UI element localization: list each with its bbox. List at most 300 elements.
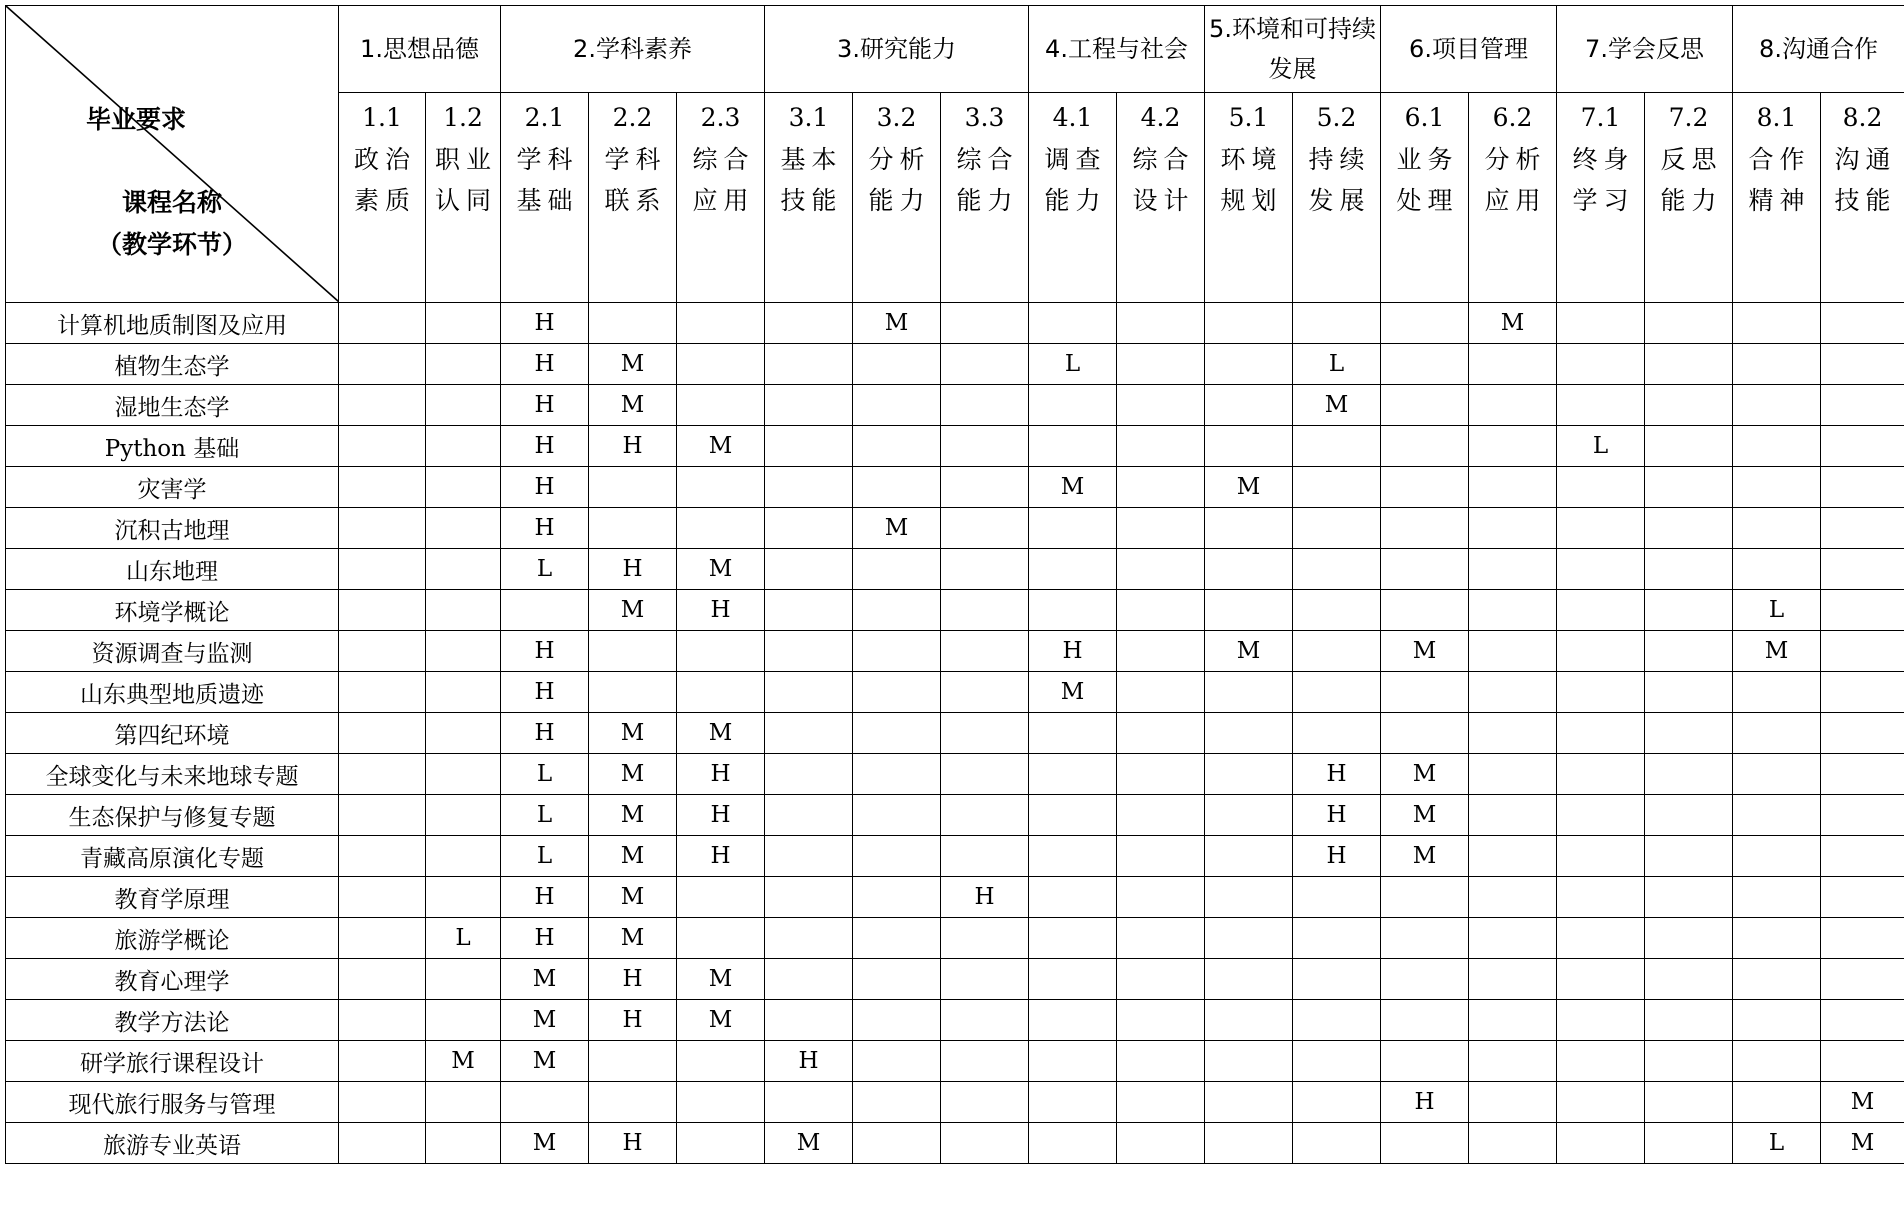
course-name-cell: 旅游专业英语: [6, 1123, 339, 1164]
support-level-cell: [1821, 631, 1904, 672]
support-level-cell: [339, 795, 426, 836]
table-row: [6, 549, 1904, 590]
support-level-cell: [339, 1000, 426, 1041]
support-level-cell: [1293, 590, 1381, 631]
support-level-cell: [1821, 713, 1904, 754]
support-level-cell: [1029, 836, 1117, 877]
support-level-cell: [1469, 877, 1557, 918]
sub-requirement-code: 1.2: [443, 103, 483, 133]
support-level-cell: [1117, 426, 1205, 467]
support-level-cell: [1293, 631, 1381, 672]
support-level-cell: [1293, 1082, 1381, 1123]
support-level-cell: [1733, 303, 1821, 344]
support-level-cell: [1733, 795, 1821, 836]
support-level-cell: [589, 508, 677, 549]
support-level-cell: M: [853, 303, 941, 344]
support-level-cell: [853, 713, 941, 754]
support-level-cell: [1381, 426, 1469, 467]
support-level-cell: [426, 508, 501, 549]
support-level-cell: [941, 508, 1029, 549]
support-level-cell: [941, 426, 1029, 467]
support-level-cell: [941, 795, 1029, 836]
support-level-cell: [677, 385, 765, 426]
support-level-cell: M: [589, 795, 677, 836]
support-level-cell: [941, 1000, 1029, 1041]
requirement-group-header: 5.环境和可持续发展: [1205, 6, 1381, 93]
support-level-cell: [339, 836, 426, 877]
support-level-cell: [1469, 1123, 1557, 1164]
header-corner-cell: [6, 6, 339, 303]
support-level-cell: [1469, 836, 1557, 877]
support-level-cell: [426, 1082, 501, 1123]
support-level-cell: L: [501, 754, 589, 795]
support-level-cell: [1029, 549, 1117, 590]
support-level-cell: [853, 549, 941, 590]
support-level-cell: M: [501, 959, 589, 1000]
support-level-cell: H: [501, 385, 589, 426]
course-name-cell: 湿地生态学: [6, 385, 339, 426]
support-level-cell: [1645, 631, 1733, 672]
support-level-cell: H: [941, 877, 1029, 918]
support-level-cell: M: [1381, 836, 1469, 877]
support-level-cell: [1381, 467, 1469, 508]
support-level-cell: [426, 1000, 501, 1041]
support-level-cell: [1645, 1082, 1733, 1123]
support-level-cell: [1733, 549, 1821, 590]
support-level-cell: [339, 508, 426, 549]
sub-requirement-header: [339, 93, 426, 303]
support-level-cell: [1645, 1123, 1733, 1164]
support-level-cell: M: [501, 1123, 589, 1164]
support-level-cell: H: [501, 303, 589, 344]
support-level-cell: [765, 590, 853, 631]
support-level-cell: [1733, 918, 1821, 959]
requirement-group-header: 4.工程与社会: [1029, 6, 1205, 93]
course-name-cell: 灾害学: [6, 467, 339, 508]
support-level-cell: M: [426, 1041, 501, 1082]
support-level-cell: [1645, 672, 1733, 713]
support-level-cell: M: [589, 713, 677, 754]
support-level-cell: [1733, 426, 1821, 467]
sub-requirement-header: [501, 93, 589, 303]
sub-requirement-header: [1381, 93, 1469, 303]
support-level-cell: M: [1381, 754, 1469, 795]
support-level-cell: M: [1381, 795, 1469, 836]
support-level-cell: [1645, 1041, 1733, 1082]
table-row: [6, 836, 1904, 877]
support-level-cell: [1293, 672, 1381, 713]
support-level-cell: [1117, 590, 1205, 631]
course-name-cell: 教学方法论: [6, 1000, 339, 1041]
sub-requirement-label: 分析能力: [868, 145, 931, 216]
support-level-cell: [941, 1041, 1029, 1082]
support-level-cell: [1029, 1000, 1117, 1041]
support-level-cell: L: [1029, 344, 1117, 385]
support-level-cell: [1557, 754, 1645, 795]
support-level-cell: [1205, 918, 1293, 959]
sub-requirement-header: [426, 93, 501, 303]
support-level-cell: [1557, 303, 1645, 344]
support-level-cell: L: [1733, 590, 1821, 631]
sub-requirement-code: 5.2: [1316, 103, 1357, 133]
support-level-cell: [1645, 877, 1733, 918]
sub-requirement-code: 2.3: [700, 103, 741, 133]
support-level-cell: [1645, 549, 1733, 590]
course-name-cell: 山东典型地质遗迹: [6, 672, 339, 713]
support-level-cell: [1821, 754, 1904, 795]
support-level-cell: [1557, 1041, 1645, 1082]
support-level-cell: [1645, 303, 1733, 344]
support-level-cell: L: [426, 918, 501, 959]
support-level-cell: [589, 631, 677, 672]
support-level-cell: [1557, 1082, 1645, 1123]
support-level-cell: [941, 344, 1029, 385]
support-level-cell: M: [765, 1123, 853, 1164]
course-requirement-matrix: [5, 5, 1904, 1164]
table-row: [6, 467, 1904, 508]
support-level-cell: H: [677, 754, 765, 795]
support-level-cell: M: [1381, 631, 1469, 672]
support-level-cell: L: [1293, 344, 1381, 385]
support-level-cell: H: [501, 713, 589, 754]
requirement-group-header: 8.沟通合作: [1733, 6, 1904, 93]
sub-requirement-code: 3.2: [876, 103, 917, 133]
support-level-cell: [1117, 836, 1205, 877]
support-level-cell: [1205, 754, 1293, 795]
support-level-cell: [426, 959, 501, 1000]
course-name-cell: 资源调查与监测: [6, 631, 339, 672]
support-level-cell: [765, 795, 853, 836]
support-level-cell: [1205, 385, 1293, 426]
support-level-cell: [941, 1123, 1029, 1164]
support-level-cell: [1117, 1123, 1205, 1164]
support-level-cell: [1293, 1000, 1381, 1041]
support-level-cell: [677, 672, 765, 713]
support-level-cell: [1733, 672, 1821, 713]
table-row: [6, 344, 1904, 385]
support-level-cell: [1381, 918, 1469, 959]
support-level-cell: [1205, 672, 1293, 713]
sub-requirement-label: 基本技能: [780, 145, 843, 216]
support-level-cell: [1821, 385, 1904, 426]
support-level-cell: [1557, 918, 1645, 959]
support-level-cell: [1117, 877, 1205, 918]
support-level-cell: [339, 754, 426, 795]
support-level-cell: [1821, 344, 1904, 385]
support-level-cell: [1205, 795, 1293, 836]
support-level-cell: [339, 344, 426, 385]
table-row: [6, 1082, 1904, 1123]
support-level-cell: M: [589, 385, 677, 426]
sub-requirement-label: 学科联系: [604, 145, 667, 216]
support-level-cell: [426, 836, 501, 877]
support-level-cell: [853, 426, 941, 467]
support-level-cell: [765, 344, 853, 385]
support-level-cell: [765, 672, 853, 713]
support-level-cell: [1733, 713, 1821, 754]
support-level-cell: [677, 303, 765, 344]
support-level-cell: [1381, 1123, 1469, 1164]
support-level-cell: M: [1733, 631, 1821, 672]
support-level-cell: H: [501, 672, 589, 713]
support-level-cell: H: [765, 1041, 853, 1082]
support-level-cell: [1293, 918, 1381, 959]
support-level-cell: [1645, 713, 1733, 754]
sub-requirement-header: [677, 93, 765, 303]
support-level-cell: [677, 1123, 765, 1164]
support-level-cell: [1469, 467, 1557, 508]
support-level-cell: L: [501, 795, 589, 836]
requirement-group-header: 1.思想品德: [339, 6, 501, 93]
support-level-cell: [1029, 754, 1117, 795]
course-name-cell: 旅游学概论: [6, 918, 339, 959]
support-level-cell: [941, 1082, 1029, 1123]
support-level-cell: [677, 918, 765, 959]
support-level-cell: [1117, 1041, 1205, 1082]
support-level-cell: [765, 549, 853, 590]
support-level-cell: [339, 426, 426, 467]
support-level-cell: H: [589, 959, 677, 1000]
support-level-cell: [1205, 1123, 1293, 1164]
support-level-cell: [426, 754, 501, 795]
support-level-cell: [1469, 344, 1557, 385]
support-level-cell: [941, 713, 1029, 754]
support-level-cell: [941, 590, 1029, 631]
table-row: [6, 754, 1904, 795]
support-level-cell: [426, 713, 501, 754]
sub-requirement-label: 职业认同: [434, 145, 497, 216]
support-level-cell: [589, 1082, 677, 1123]
support-level-cell: [1293, 426, 1381, 467]
support-level-cell: H: [589, 549, 677, 590]
sub-requirement-label: 环境规划: [1220, 145, 1283, 216]
support-level-cell: [1205, 303, 1293, 344]
support-level-cell: [677, 344, 765, 385]
sub-requirement-label: 分析应用: [1484, 145, 1547, 216]
support-level-cell: [1205, 877, 1293, 918]
support-level-cell: [1557, 713, 1645, 754]
support-level-cell: [1117, 344, 1205, 385]
support-level-cell: [1381, 672, 1469, 713]
support-level-cell: [426, 549, 501, 590]
support-level-cell: H: [1381, 1082, 1469, 1123]
support-level-cell: [1821, 303, 1904, 344]
support-level-cell: M: [589, 877, 677, 918]
support-level-cell: [426, 795, 501, 836]
support-level-cell: [339, 877, 426, 918]
sub-requirement-label: 终身学习: [1572, 145, 1635, 216]
support-level-cell: [1557, 672, 1645, 713]
support-level-cell: H: [501, 508, 589, 549]
table-row: [6, 508, 1904, 549]
support-level-cell: [1557, 1000, 1645, 1041]
support-level-cell: [1293, 1123, 1381, 1164]
support-level-cell: [501, 590, 589, 631]
corner-course-label-line2: （教学环节）: [96, 230, 247, 259]
support-level-cell: H: [501, 344, 589, 385]
support-level-cell: H: [501, 877, 589, 918]
support-level-cell: [941, 631, 1029, 672]
support-level-cell: [1117, 795, 1205, 836]
support-level-cell: [1029, 426, 1117, 467]
sub-requirement-label: 学科基础: [516, 145, 579, 216]
sub-requirement-header: [1117, 93, 1205, 303]
support-level-cell: [1645, 590, 1733, 631]
support-level-cell: [426, 877, 501, 918]
sub-requirement-label: 持续发展: [1308, 145, 1371, 216]
support-level-cell: [1469, 631, 1557, 672]
sub-requirement-code: 6.1: [1404, 103, 1445, 133]
support-level-cell: [1821, 426, 1904, 467]
support-level-cell: [853, 959, 941, 1000]
support-level-cell: M: [589, 590, 677, 631]
support-level-cell: [765, 959, 853, 1000]
sub-requirement-header: [1645, 93, 1733, 303]
sub-requirement-code: 8.1: [1756, 103, 1797, 133]
support-level-cell: [1821, 1000, 1904, 1041]
support-level-cell: [1117, 918, 1205, 959]
support-level-cell: [339, 959, 426, 1000]
support-level-cell: [1205, 836, 1293, 877]
course-name-cell: 全球变化与未来地球专题: [6, 754, 339, 795]
support-level-cell: [1469, 959, 1557, 1000]
support-level-cell: [1557, 467, 1645, 508]
support-level-cell: [501, 1082, 589, 1123]
sub-requirement-label: 综合应用: [692, 145, 755, 216]
support-level-cell: [1293, 1041, 1381, 1082]
support-level-cell: M: [1029, 467, 1117, 508]
support-level-cell: L: [501, 836, 589, 877]
support-level-cell: [1733, 467, 1821, 508]
support-level-cell: [339, 918, 426, 959]
support-level-cell: [1469, 795, 1557, 836]
support-level-cell: [1733, 344, 1821, 385]
course-name-cell: 山东地理: [6, 549, 339, 590]
table-row: [6, 1000, 1904, 1041]
support-level-cell: [339, 1041, 426, 1082]
support-level-cell: [1381, 344, 1469, 385]
support-level-cell: [339, 549, 426, 590]
course-name-cell: 环境学概论: [6, 590, 339, 631]
support-level-cell: [426, 590, 501, 631]
support-level-cell: [1557, 590, 1645, 631]
support-level-cell: [1645, 836, 1733, 877]
course-name-cell: 第四纪环境: [6, 713, 339, 754]
support-level-cell: [853, 1082, 941, 1123]
support-level-cell: [1645, 1000, 1733, 1041]
support-level-cell: [853, 385, 941, 426]
support-level-cell: [1645, 467, 1733, 508]
support-level-cell: H: [501, 467, 589, 508]
course-name-cell: 植物生态学: [6, 344, 339, 385]
support-level-cell: M: [677, 713, 765, 754]
table-row: [6, 672, 1904, 713]
support-level-cell: [1029, 1041, 1117, 1082]
support-level-cell: [426, 467, 501, 508]
support-level-cell: [1469, 1082, 1557, 1123]
support-level-cell: [1821, 877, 1904, 918]
support-level-cell: [339, 631, 426, 672]
table-row: [6, 959, 1904, 1000]
sub-requirement-label: 沟通技能: [1834, 145, 1897, 216]
sub-requirement-header: [853, 93, 941, 303]
support-level-cell: M: [1293, 385, 1381, 426]
support-level-cell: [1117, 303, 1205, 344]
support-level-cell: [853, 631, 941, 672]
support-level-cell: [941, 549, 1029, 590]
support-level-cell: [765, 713, 853, 754]
support-level-cell: [853, 836, 941, 877]
support-level-cell: M: [677, 426, 765, 467]
support-level-cell: [426, 1123, 501, 1164]
support-level-cell: [1645, 918, 1733, 959]
support-level-cell: [1381, 877, 1469, 918]
requirement-group-row: [6, 6, 1904, 93]
corner-course-label: [6, 182, 338, 266]
support-level-cell: [1117, 754, 1205, 795]
support-level-cell: [1557, 549, 1645, 590]
table-row: [6, 426, 1904, 467]
sub-requirement-header: [1205, 93, 1293, 303]
support-level-cell: [1557, 508, 1645, 549]
support-level-cell: [1733, 1041, 1821, 1082]
support-level-cell: M: [1821, 1082, 1904, 1123]
table-row: [6, 877, 1904, 918]
support-level-cell: [1029, 795, 1117, 836]
support-level-cell: [941, 918, 1029, 959]
support-level-cell: [941, 303, 1029, 344]
support-level-cell: [1733, 1082, 1821, 1123]
course-name-cell: 沉积古地理: [6, 508, 339, 549]
support-level-cell: [1381, 385, 1469, 426]
support-level-cell: M: [1205, 467, 1293, 508]
support-level-cell: H: [589, 1000, 677, 1041]
support-level-cell: [1821, 467, 1904, 508]
support-level-cell: [1733, 754, 1821, 795]
support-level-cell: M: [677, 1000, 765, 1041]
support-level-cell: [1469, 672, 1557, 713]
support-level-cell: [1469, 713, 1557, 754]
support-level-cell: [1821, 672, 1904, 713]
support-level-cell: [1645, 959, 1733, 1000]
support-level-cell: [1645, 426, 1733, 467]
support-level-cell: [1029, 1082, 1117, 1123]
support-level-cell: H: [677, 795, 765, 836]
course-name-cell: 研学旅行课程设计: [6, 1041, 339, 1082]
sub-requirement-code: 3.1: [788, 103, 829, 133]
support-level-cell: [1117, 467, 1205, 508]
sub-requirement-code: 7.1: [1580, 103, 1621, 133]
support-level-cell: [941, 672, 1029, 713]
support-level-cell: [765, 426, 853, 467]
support-level-cell: [339, 385, 426, 426]
support-level-cell: [339, 713, 426, 754]
support-level-cell: [1821, 959, 1904, 1000]
support-level-cell: M: [853, 508, 941, 549]
support-level-cell: M: [501, 1041, 589, 1082]
support-level-cell: M: [1205, 631, 1293, 672]
support-level-cell: [677, 1082, 765, 1123]
sub-requirement-code: 4.2: [1140, 103, 1181, 133]
support-level-cell: [1029, 1123, 1117, 1164]
support-level-cell: [853, 344, 941, 385]
support-level-cell: [941, 959, 1029, 1000]
support-level-cell: [1029, 303, 1117, 344]
support-level-cell: [1117, 631, 1205, 672]
support-level-cell: [1469, 1000, 1557, 1041]
sub-requirement-code: 3.3: [964, 103, 1005, 133]
course-name-cell: 现代旅行服务与管理: [6, 1082, 339, 1123]
